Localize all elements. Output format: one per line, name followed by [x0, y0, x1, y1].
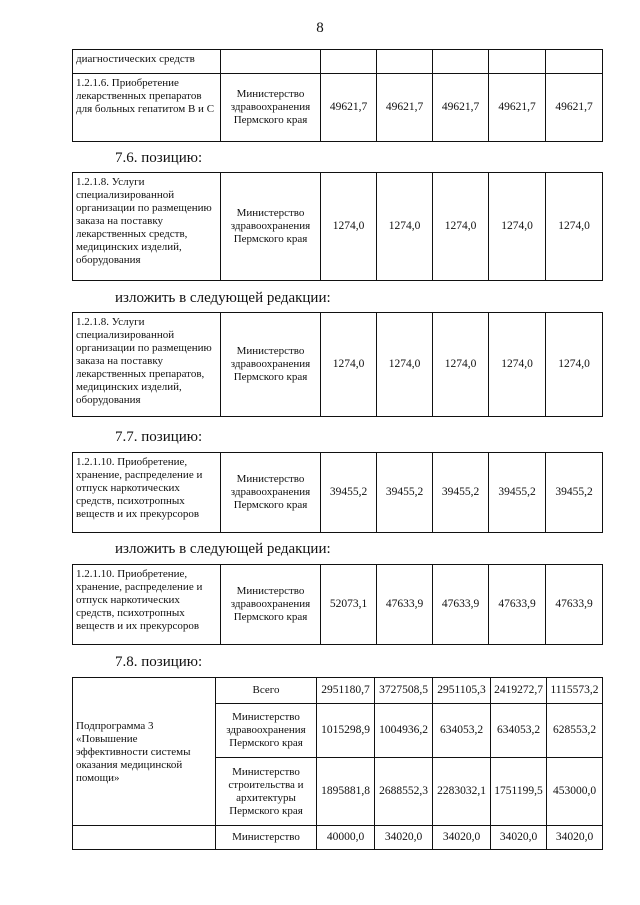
value-cell: 47633,9 [546, 565, 603, 645]
row-org: Министерство здравоохранения Пермского края [221, 74, 321, 142]
value-cell: 47633,9 [377, 565, 433, 645]
heading-7-7: 7.7. позицию: [115, 429, 203, 445]
value-cell: 453000,0 [547, 758, 603, 826]
value-cell: 1274,0 [321, 313, 377, 417]
table-row [73, 565, 603, 645]
value-cell: 34020,0 [547, 826, 603, 850]
value-cell: 2951180,7 [317, 678, 375, 704]
value-cell: 1274,0 [377, 313, 433, 417]
table-row [73, 50, 603, 74]
program-name: Подпрограмма 3 «Повышение эффективности системы оказания медицинской помощи» [73, 678, 216, 826]
row-name: 1.2.1.8. Услуги специализированной организации по размещению заказа на поставку лекарственных средств, медицинских изделий, оборудования [73, 173, 221, 281]
value-cell: 39455,2 [321, 453, 377, 533]
value-cell: 34020,0 [375, 826, 433, 850]
value-cell: 39455,2 [546, 453, 603, 533]
top-table [72, 49, 603, 142]
table-row [73, 173, 603, 281]
value-cell: 1274,0 [489, 173, 546, 281]
value-cell: 47633,9 [489, 565, 546, 645]
value-cell: 2283032,1 [433, 758, 491, 826]
value-cell: 1015298,9 [317, 704, 375, 758]
row-org: Министерство здравоохранения Пермского края [221, 173, 321, 281]
value-cell: 1274,0 [321, 173, 377, 281]
value-cell: 1115573,2 [547, 678, 603, 704]
value-cell: 49621,7 [321, 74, 377, 142]
row-name: диагностических средств [73, 50, 221, 74]
value-cell: 634053,2 [491, 704, 547, 758]
value-cell: 1751199,5 [491, 758, 547, 826]
value-cell: 3727508,5 [375, 678, 433, 704]
row-org: Министерство здравоохранения Пермского края [221, 313, 321, 417]
row-name: 1.2.1.10. Приобретение, хранение, распределение и отпуск наркотических средств, психотропных веществ и их прекурсоров [73, 453, 221, 533]
heading-redaction: изложить в следующей редакции: [115, 290, 331, 306]
row-name: 1.2.1.6. Приобретение лекарственных препаратов для больных гепатитом В и С [73, 74, 221, 142]
value-cell: 1004936,2 [375, 704, 433, 758]
table-row [73, 826, 603, 850]
row-org: Министерство здравоохранения Пермского края [221, 565, 321, 645]
value-cell: 2419272,7 [491, 678, 547, 704]
value-cell: 39455,2 [377, 453, 433, 533]
row-org: Министерство здравоохранения Пермского края [216, 704, 317, 758]
heading-redaction: изложить в следующей редакции: [115, 541, 331, 557]
row-name: 1.2.1.10. Приобретение, хранение, распределение и отпуск наркотических средств, психотропных веществ и их прекурсоров [73, 565, 221, 645]
value-cell: 634053,2 [433, 704, 491, 758]
value-cell: 49621,7 [546, 74, 603, 142]
table-7-7-new [72, 564, 603, 645]
value-cell: 34020,0 [491, 826, 547, 850]
value-cell: 49621,7 [489, 74, 546, 142]
value-cell: 49621,7 [377, 74, 433, 142]
page-number: 8 [316, 20, 324, 36]
value-cell: 1274,0 [433, 313, 489, 417]
table-7-7-old [72, 452, 603, 533]
value-cell: 1274,0 [489, 313, 546, 417]
table-7-6-old [72, 172, 603, 281]
value-cell: 49621,7 [433, 74, 489, 142]
row-org: Всего [216, 678, 317, 704]
table-7-8 [72, 677, 603, 850]
row-org: Министерство здравоохранения Пермского края [221, 453, 321, 533]
table-row [73, 313, 603, 417]
value-cell: 47633,9 [433, 565, 489, 645]
value-cell: 1895881,8 [317, 758, 375, 826]
value-cell: 1274,0 [433, 173, 489, 281]
row-org: Министерство строительства и архитектуры Пермского края [216, 758, 317, 826]
table-row [73, 453, 603, 533]
value-cell: 2688552,3 [375, 758, 433, 826]
table-row [73, 678, 603, 704]
value-cell: 39455,2 [489, 453, 546, 533]
row-name: 1.2.1.8. Услуги специализированной организации по размещению заказа на поставку лекарственных препаратов, медицинских изделий, оборудования [73, 313, 221, 417]
row-org: Министерство [216, 826, 317, 850]
table-7-6-new [72, 312, 603, 417]
value-cell: 40000,0 [317, 826, 375, 850]
value-cell: 2951105,3 [433, 678, 491, 704]
value-cell: 39455,2 [433, 453, 489, 533]
value-cell: 628553,2 [547, 704, 603, 758]
value-cell: 1274,0 [546, 173, 603, 281]
value-cell: 34020,0 [433, 826, 491, 850]
value-cell: 1274,0 [377, 173, 433, 281]
value-cell: 52073,1 [321, 565, 377, 645]
heading-7-6: 7.6. позицию: [115, 150, 203, 166]
heading-7-8: 7.8. позицию: [115, 654, 203, 670]
table-row [73, 74, 603, 142]
value-cell: 1274,0 [546, 313, 603, 417]
